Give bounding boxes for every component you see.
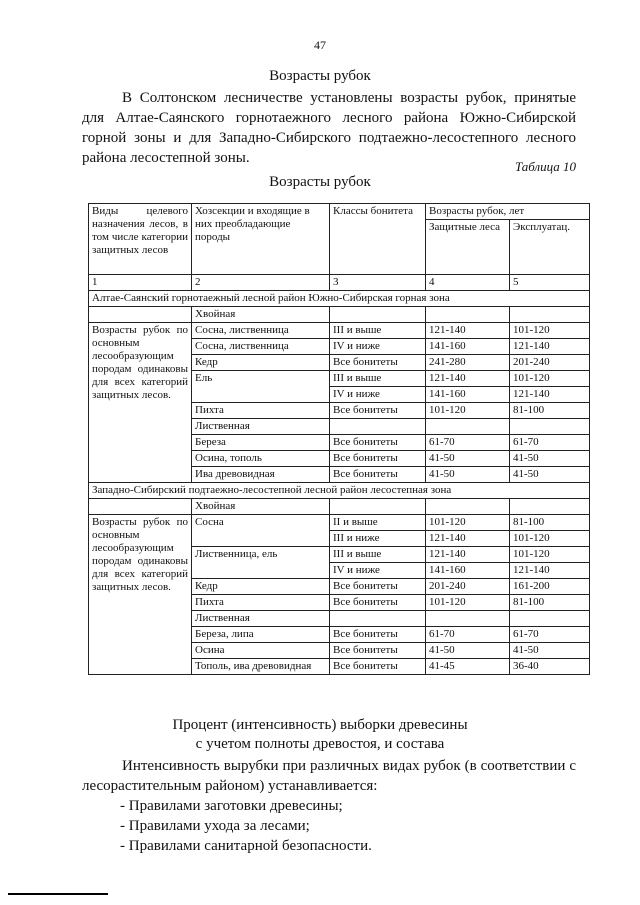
header-sections: Хозсекции и входящие в них преобладающие породы: [192, 204, 330, 275]
empty-cell: [330, 499, 426, 515]
table-number-row: [89, 275, 590, 291]
exploit-cell: 61-70: [510, 435, 590, 451]
colnum-2: 2: [192, 275, 330, 291]
class-cell: Все бонитеты: [330, 595, 426, 611]
exploit-cell: 41-50: [510, 451, 590, 467]
protective-cell: 101-120: [426, 595, 510, 611]
class-cell: Все бонитеты: [330, 643, 426, 659]
table-caption: Таблица 10: [514, 159, 576, 174]
exploit-cell: 36-40: [510, 659, 590, 675]
class-cell: IV и ниже: [330, 339, 426, 355]
species-cell: Сосна: [192, 515, 330, 547]
class-cell: Все бонитеты: [330, 579, 426, 595]
protective-cell: 121-140: [426, 323, 510, 339]
colnum-5: 5: [510, 275, 590, 291]
species-cell: Кедр: [192, 579, 330, 595]
class-cell: IV и ниже: [330, 387, 426, 403]
class-cell: Все бонитеты: [330, 467, 426, 483]
species-cell: Ива древовидная: [192, 467, 330, 483]
empty-cell: [510, 307, 590, 323]
empty-cell: [426, 611, 510, 627]
empty-cell: [89, 307, 192, 323]
header-protective: Защитные леса: [426, 220, 510, 275]
rules-list: [120, 796, 372, 856]
class-cell: III и ниже: [330, 531, 426, 547]
class-cell: Все бонитеты: [330, 627, 426, 643]
protective-cell: 61-70: [426, 627, 510, 643]
species-cell: Сосна, лиственница: [192, 323, 330, 339]
empty-cell: [426, 307, 510, 323]
colnum-1: 1: [89, 275, 192, 291]
exploit-cell: 121-140: [510, 339, 590, 355]
empty-cell: [330, 307, 426, 323]
zone1-rubric: Возрасты рубок по основным лесообразующим породам одинаковы для всех категорий защитных лесов.: [89, 323, 192, 483]
list-item: - Правилами санитарной безопасности.: [120, 838, 372, 854]
protective-cell: 61-70: [426, 435, 510, 451]
exploit-cell: 41-50: [510, 467, 590, 483]
section-title: [0, 716, 640, 754]
species-cell: Кедр: [192, 355, 330, 371]
header-class: Классы бонитета: [330, 204, 426, 275]
exploit-cell: 101-120: [510, 547, 590, 563]
empty-cell: [510, 419, 590, 435]
group-row: [89, 307, 590, 323]
class-cell: IV и ниже: [330, 563, 426, 579]
protective-cell: 141-160: [426, 563, 510, 579]
section-title-line2: с учетом полноты древостоя, и состава: [195, 736, 445, 752]
zone-title-row: [89, 483, 590, 499]
class-cell: Все бонитеты: [330, 435, 426, 451]
table-row: [89, 323, 590, 339]
list-item: - Правилами заготовки древесины;: [120, 798, 343, 814]
species-cell: Осина, тополь: [192, 451, 330, 467]
zone2-title: Западно-Сибирский подтаежно-лесостепной лесной район лесостепная зона: [89, 483, 590, 499]
protective-cell: 241-280: [426, 355, 510, 371]
species-cell: Тополь, ива древовидная: [192, 659, 330, 675]
colnum-4: 4: [426, 275, 510, 291]
page-heading: Возрасты рубок: [269, 68, 371, 84]
species-cell: Осина: [192, 643, 330, 659]
empty-cell: [426, 499, 510, 515]
list-item: - Правилами ухода за лесами;: [120, 818, 310, 834]
exploit-cell: 101-120: [510, 531, 590, 547]
exploit-cell: 201-240: [510, 355, 590, 371]
protective-cell: 121-140: [426, 531, 510, 547]
class-cell: Все бонитеты: [330, 403, 426, 419]
class-cell: II и выше: [330, 515, 426, 531]
protective-cell: 141-160: [426, 387, 510, 403]
species-cell: Пихта: [192, 403, 330, 419]
species-cell: Береза: [192, 435, 330, 451]
zone1-group-conifer: Хвойная: [192, 307, 330, 323]
empty-cell: [510, 499, 590, 515]
protective-cell: 121-140: [426, 371, 510, 387]
class-cell: III и выше: [330, 371, 426, 387]
exploit-cell: 81-100: [510, 403, 590, 419]
section-paragraph: Интенсивность вырубки при различных видах рубок (в соответствии с лесорастительным районом) устанавливается:: [82, 758, 576, 794]
exploit-cell: 101-120: [510, 323, 590, 339]
class-cell: Все бонитеты: [330, 451, 426, 467]
zone2-group-deciduous: Лиственная: [192, 611, 330, 627]
zone1-title: Алтае-Саянский горнотаежный лесной район Южно-Сибирская горная зона: [89, 291, 590, 307]
section-title-line1: Процент (интенсивность) выборки древесины: [172, 717, 468, 733]
empty-cell: [426, 419, 510, 435]
cutting-age-table: [88, 203, 590, 675]
exploit-cell: 121-140: [510, 563, 590, 579]
exploit-cell: 121-140: [510, 387, 590, 403]
exploit-cell: 61-70: [510, 627, 590, 643]
class-cell: III и выше: [330, 323, 426, 339]
group-row: [89, 499, 590, 515]
class-cell: III и выше: [330, 547, 426, 563]
exploit-cell: 81-100: [510, 515, 590, 531]
table-row: [89, 515, 590, 531]
protective-cell: 41-50: [426, 467, 510, 483]
header-exploit: Эксплуатац.: [510, 220, 590, 275]
species-cell: Сосна, лиственница: [192, 339, 330, 355]
intro-paragraph: В Солтонском лесничестве установлены возрасты рубок, принятые для Алтае-Саянского горнотаежного лесного района Южно-Сибирской горной зоны и для Западно-Сибирского подтаежно-лесостепного лесного района лесостепной зоны.: [82, 90, 576, 166]
class-cell: Все бонитеты: [330, 659, 426, 675]
exploit-cell: 161-200: [510, 579, 590, 595]
exploit-cell: 41-50: [510, 643, 590, 659]
protective-cell: 41-45: [426, 659, 510, 675]
class-cell: Все бонитеты: [330, 355, 426, 371]
protective-cell: 201-240: [426, 579, 510, 595]
species-cell: Ель: [192, 371, 330, 403]
species-cell: Лиственница, ель: [192, 547, 330, 579]
empty-cell: [89, 499, 192, 515]
zone-title-row: [89, 291, 590, 307]
protective-cell: 41-50: [426, 451, 510, 467]
page-number: 47: [314, 38, 326, 52]
table-header-row: [89, 204, 590, 220]
zone1-group-deciduous: Лиственная: [192, 419, 330, 435]
header-purpose: Виды целевого назначения лесов, в том числе категории защитных лесов: [89, 204, 192, 275]
empty-cell: [330, 611, 426, 627]
empty-cell: [510, 611, 590, 627]
footnote-divider: [8, 893, 108, 895]
empty-cell: [330, 419, 426, 435]
protective-cell: 121-140: [426, 547, 510, 563]
zone2-group-conifer: Хвойная: [192, 499, 330, 515]
exploit-cell: 81-100: [510, 595, 590, 611]
species-cell: Пихта: [192, 595, 330, 611]
table-title: Возрасты рубок: [269, 174, 371, 190]
header-ages: Возрасты рубок, лет: [426, 204, 590, 220]
colnum-3: 3: [330, 275, 426, 291]
protective-cell: 101-120: [426, 403, 510, 419]
zone2-rubric: Возрасты рубок по основным лесообразующим породам одинаковы для всех категорий защитных лесов.: [89, 515, 192, 675]
protective-cell: 41-50: [426, 643, 510, 659]
exploit-cell: 101-120: [510, 371, 590, 387]
protective-cell: 141-160: [426, 339, 510, 355]
protective-cell: 101-120: [426, 515, 510, 531]
species-cell: Береза, липа: [192, 627, 330, 643]
